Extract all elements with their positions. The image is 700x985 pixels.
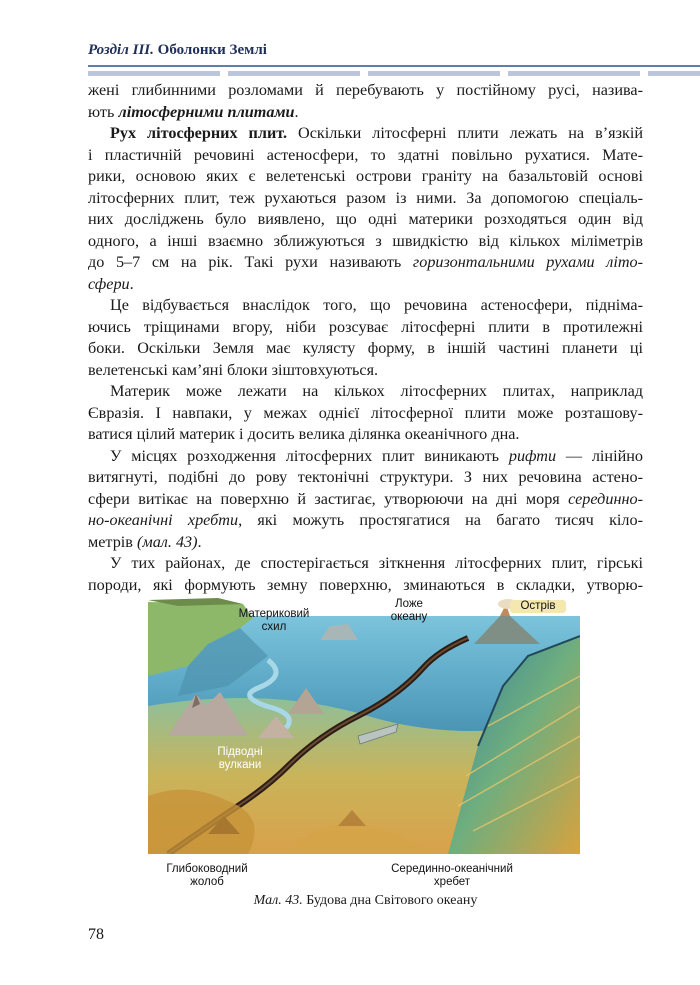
text-line: літосферних плит, теж рухаються разом із ними. За допомогою спеціаль- [88, 188, 643, 207]
text-line: У місцях розходження літосферних плит виникають рифти — лінійно [110, 446, 643, 465]
label-continental-slope: Материковий схил [238, 608, 310, 633]
text-line: сфери витікає на поверхню й застигає, утворюючи на дні моря серединно- [88, 489, 643, 508]
text-line: одного, а інші взаємно зближуються з швидкістю від кількох міліметрів [88, 231, 643, 250]
text-line: ючись тріщинами вгору, ніби розсуває літосферні плити в протилежні [88, 317, 643, 336]
ocean-floor-illustration [148, 596, 580, 854]
text-line: рики, основою яких є велетенські острови граніту на базальтовій основі [88, 167, 643, 185]
text-line: і пластичній речовині астеносфери, то здатні повільно рухатися. Мате- [88, 145, 643, 164]
text-line: боки. Оскільки Земля має кулясту форму, в іншій частині планети ці [88, 339, 643, 357]
label-deep-trench: Глибоководний жолоб [166, 863, 248, 888]
text-line: них досліджень було виявлено, що одні материки розходяться один від [88, 210, 643, 228]
ocean-floor-drawing [148, 596, 580, 854]
section-title: Розділ III. Оболонки Землі [88, 42, 267, 58]
figure-reference: (мал. 43) [136, 532, 198, 551]
page-header [88, 38, 700, 78]
label-ocean-floor: Ложе океану [390, 598, 428, 623]
header-dashed-rule [88, 71, 700, 76]
paragraph-heading: Рух літосферних плит. [110, 124, 288, 142]
term-mid-ocean-ridges: но-океанічні хребти [88, 511, 239, 529]
text-line: У тих районах, де спостерігається зіткнення літосферних плит, гірські [110, 554, 643, 572]
page-number: 78 [88, 926, 104, 943]
label-mid-ocean-ridge: Серединно-океанічний хребет [391, 863, 513, 888]
text-line: породи, які формують земну поверхню, зминаються в складки, утворю- [88, 575, 643, 594]
figure-caption: Мал. 43. Будова дна Світового океану [253, 893, 478, 908]
term-rifts: рифти [508, 446, 557, 465]
text-line: ють літосферними плитами. [88, 102, 299, 121]
text-line: Це відбувається внаслідок того, що речовина астеносфери, підніма- [110, 296, 643, 314]
body-text [88, 80, 643, 596]
label-island: Острів [510, 600, 566, 613]
text-line: до 5–7 см на рік. Такі рухи називають горизонтальними рухами літо- [88, 253, 643, 271]
text-line: велетенські кам’яні блоки зіштовхуються. [88, 360, 379, 379]
text-line: но-океанічні хребти, які можуть простягатися на багато тисяч кіло- [88, 511, 643, 529]
text-line: ватися цілий материк і досить велика ділянка океанічного дна. [88, 425, 520, 443]
header-rule [88, 65, 700, 67]
text-line: Материк може лежати на кількох літосферних плитах, наприклад [110, 382, 643, 400]
text-line: витягнуті, подібні до рову тектонічні структури. З них речовина астено- [88, 468, 643, 486]
text-line: метрів (мал. 43). [88, 532, 202, 551]
text-line: Євразія. І навпаки, у межах однієї літосферної плити може розташову- [88, 403, 643, 422]
label-submarine-volcanoes: Підводні вулкани [217, 746, 263, 771]
term-horizontal-movements: горизонтальними рухами літо- [412, 253, 643, 271]
text-line: сфери. [88, 274, 134, 293]
paragraph-heading-line: Рух літосферних плит. Оскільки літосферні плити лежать на в’язкій [110, 124, 643, 142]
term-lithospheric-plates: літосферними плитами [118, 102, 295, 121]
text-line: жені глибинними розломами й перебувають у постійному русі, назива- [88, 81, 643, 99]
